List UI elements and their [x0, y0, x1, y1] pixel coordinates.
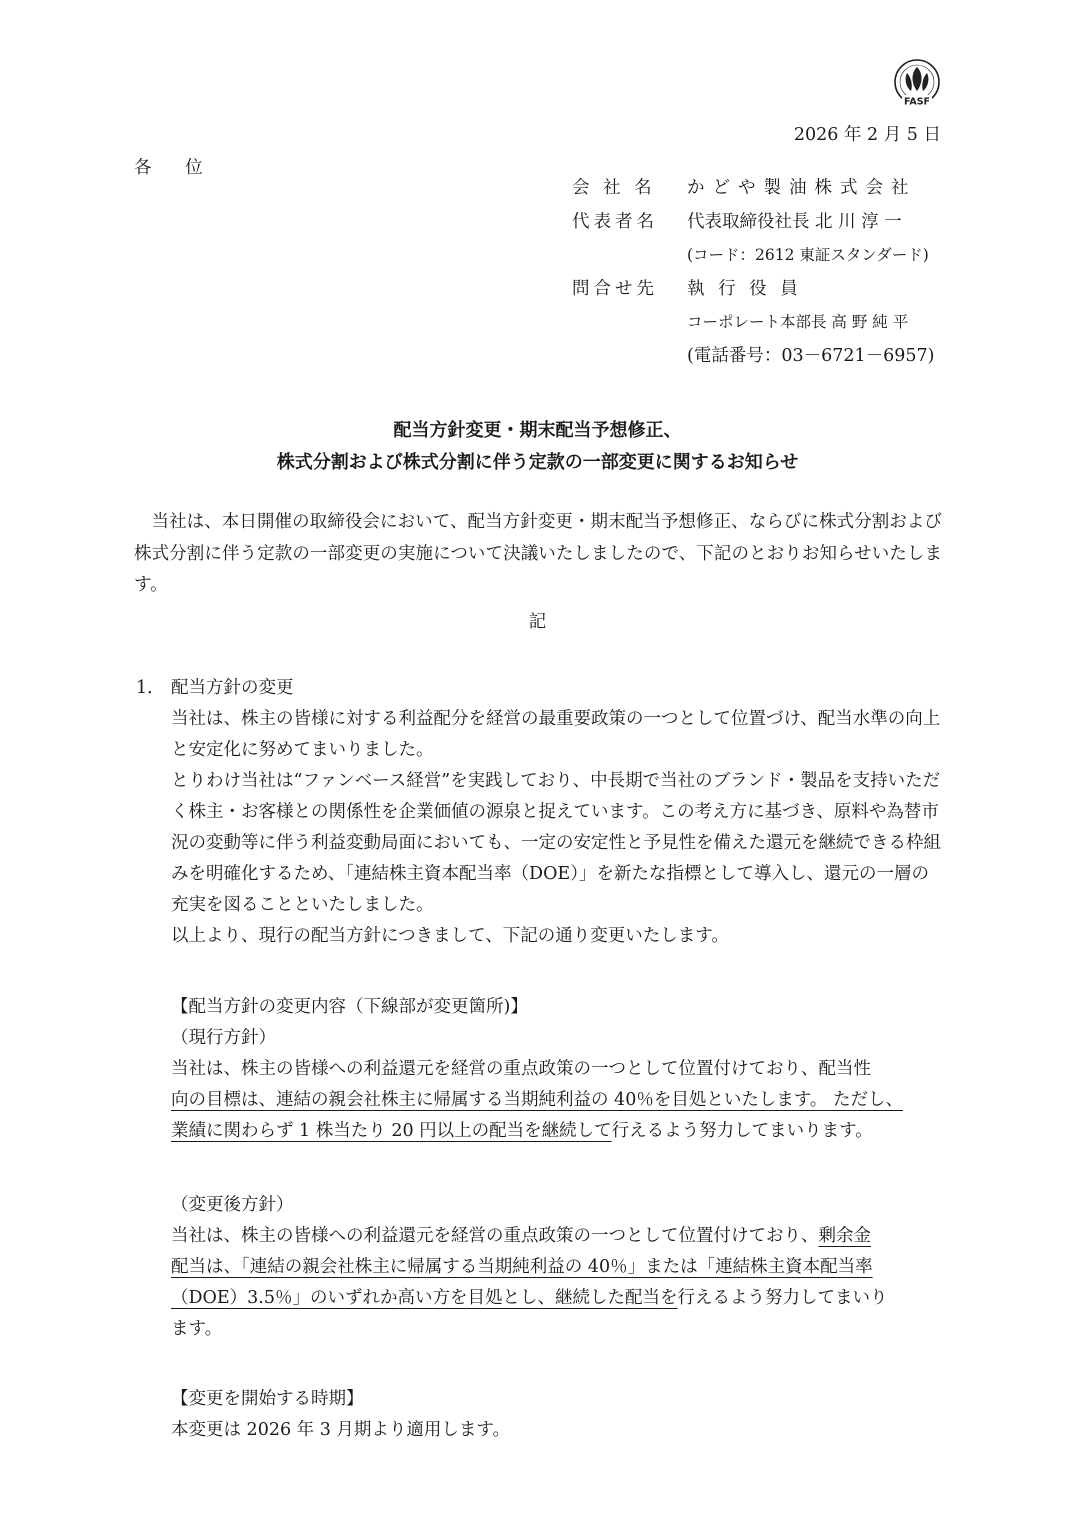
section-heading: 配当方針の変更 — [171, 678, 294, 698]
new-policy-line-4: ます。 — [171, 1319, 223, 1339]
company-info — [572, 170, 935, 371]
contact-title: 執 行 役 員 — [687, 278, 802, 299]
contact-phone: (電話番号：03－6721－6957) — [687, 345, 935, 366]
logo-text: FASF — [903, 96, 931, 108]
section-number: 1． — [136, 678, 165, 698]
title-line-2: 株式分割および株式分割に伴う定款の一部変更に関するお知らせ — [276, 452, 799, 473]
timing-text: 本変更は 2026 年 3 月期より適用します。 — [171, 1420, 511, 1440]
change-content — [171, 992, 944, 1147]
contact-label: 問合せ先 — [572, 278, 658, 299]
fasf-seal-icon — [892, 57, 942, 113]
new-policy-line-2: 配当は、「連結の親会社株主に帰属する当期純利益の 40％」または「連結株主資本配当率 — [171, 1257, 873, 1277]
current-policy-line-3-underlined: 業績に関わらず 1 株当たり 20 円以上の配当を継続して — [171, 1121, 612, 1141]
new-policy-line-1-underlined: 剰余金 — [818, 1226, 871, 1246]
new-policy-line-3: 行えるよう努力してまいり — [677, 1288, 888, 1308]
stock-code: (コード：2612 東証スタンダード) — [687, 245, 929, 264]
representative-label: 代表者名 — [572, 211, 658, 232]
new-policy — [171, 1190, 944, 1345]
contact-name: コーポレート本部長 高 野 純 平 — [687, 312, 909, 331]
ki-marker: 記 — [528, 612, 547, 632]
intro-paragraph: 当社は、本日開催の取締役会において、配当方針変更・期末配当予想修正、ならびに株式分割および株式分割に伴う定款の一部変更の実施について決議いたしましたので、下記のとおりお知らせいたします。 — [134, 512, 942, 595]
current-policy-line-2: 向の目標は、連結の親会社株主に帰属する当期純利益の 40％を目処といたします。 ただし、 — [171, 1090, 903, 1110]
title-line-1: 配当方針変更・期末配当予想修正、 — [393, 420, 682, 441]
section-dividend-policy — [171, 673, 944, 952]
timing-heading: 【変更を開始する時期】 — [171, 1389, 364, 1409]
new-policy-label: （変更後方針） — [171, 1195, 294, 1215]
policy-paragraph-3: 以上より、現行の配当方針につきまして、下記の通り変更いたします。 — [171, 926, 729, 946]
company-name: かどや製油株式会社 — [687, 178, 917, 199]
new-policy-line-3-underlined: （DOE）3.5％」のいずれか高い方を目処とし、継続した配当を — [171, 1288, 678, 1308]
company-label: 会 社 名 — [572, 178, 656, 199]
new-policy-line-1: 当社は、株主の皆様への利益還元を経営の重点政策の一つとして位置付けており、 — [171, 1226, 819, 1246]
policy-paragraph-2: とりわけ当社は“ファンベース経営”を実践しており、中長期で当社のブランド・製品を支持いただく株主・お客様との関係性を企業価値の源泉と捉えています。この考え方に基づき、原料や為替市況の変動等に伴う利益変動局面においても、一定の安定性と予見性を備えた還元を継続できる枠組みを明確化するため、「連結株主資本配当率（DOE）」を新たな指標として導入し、還元の一層の充実を図ることといたしました。 — [171, 771, 941, 915]
current-policy-line-1: 当社は、株主の皆様への利益還元を経営の重点政策の一つとして位置付けており、配当性 — [171, 1059, 871, 1079]
representative-name: 代表取締役社長 北 川 淳 一 — [687, 211, 902, 232]
policy-paragraph-1: 当社は、株主の皆様に対する利益配分を経営の最重要政策の一つとして位置づけ、配当水準の向上と安定化に努めてまいりました。 — [171, 709, 941, 760]
timing — [171, 1384, 944, 1446]
current-policy-label: （現行方針） — [171, 1028, 276, 1048]
issue-date: 2026 年 2 月 5 日 — [793, 125, 941, 145]
change-heading: 【配当方針の変更内容（下線部が変更箇所)】 — [171, 997, 528, 1017]
addressee: 各 位 — [134, 158, 217, 178]
current-policy-line-3: 行えるよう努力してまいります。 — [611, 1121, 873, 1141]
